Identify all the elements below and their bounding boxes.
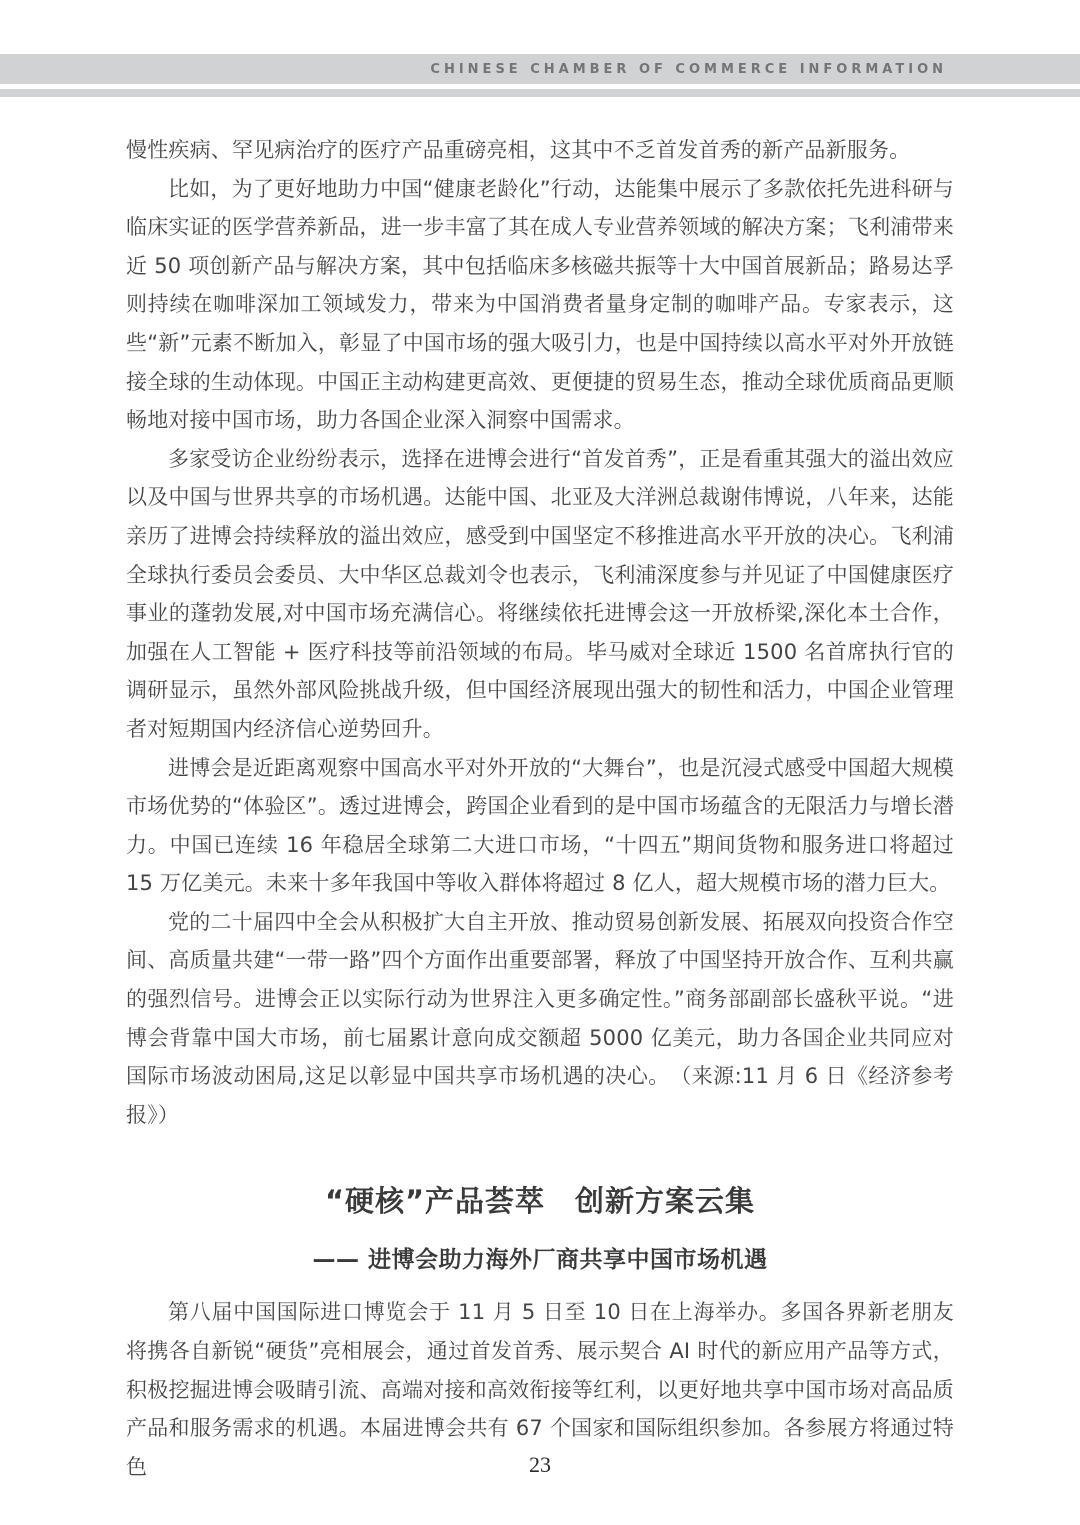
- body-paragraph-with-source: 党的二十届四中全会从积极扩大自主开放、推动贸易创新发展、拓展双向投资合作空间、高质量共建“一带一路”四个方面作出重要部署，释放了中国坚持开放合作、互利共赢的强烈信号。进博会正以实际行动为世界注入更多确定性。”商务部副部长盛秋平说。“进博会背靠中国大市场，前七届累计意向成交额超 5000 亿美元，助力各国企业共同应对国际市场波动困局,这足以彰显中国共享市场机遇的决心。 （来源:11 月 6 日《经济参考报》）: [126, 909, 954, 1127]
- body-paragraph-continued: 慢性疾病、罕见病治疗的医疗产品重磅亮相，这其中不乏首发首秀的新产品新服务。: [126, 138, 911, 162]
- body-paragraph: 第八届中国国际进口博览会于 11 月 5 日至 10 日在上海举办。多国各界新老朋友将携各自新锐“硬货”亮相展会，通过首发首秀、展示契合 AI 时代的新应用产品等方式，积极挖掘进博会吸睛引流、高端对接和高效衔接等红利，以更好地共享中国市场对高品质产品和服务需求的机遇。本届进博会共有 67 个国家和国际组织参加。各参展方将通过特色: [126, 1300, 954, 1479]
- article-title: “硬核”产品荟萃 创新方案云集: [324, 1184, 756, 1219]
- body-paragraph: 比如，为了更好地助力中国“健康老龄化”行动，达能集中展示了多款依托先进科研与临床实证的医学营养新品，进一步丰富了其在成人专业营养领域的解决方案；飞利浦带来近 50 项创新产品与解决方案，其中包括临床多核磁共振等十大中国首展新品；路易达孚则持续在咖啡深加工领域发力，带来为中国消费者量身定制的咖啡产品。专家表示，这些“新”元素不断加入，彰显了中国市场的强大吸引力，也是中国持续以高水平对外开放链接全球的生动体现。中国正主动构建更高效、更便捷的贸易生态，推动全球优质商品更顺畅地对接中国市场，助力各国企业深入洞察中国需求。: [126, 176, 954, 433]
- page-body: [126, 131, 954, 1486]
- header-rule: [0, 89, 1080, 97]
- header-banner-text: CHINESE CHAMBER OF COMMERCE INFORMATION: [430, 61, 947, 77]
- header-banner: [0, 54, 1080, 84]
- body-paragraph: 进博会是近距离观察中国高水平对外开放的“大舞台”，也是沉浸式感受中国超大规模市场优势的“体验区”。透过进博会，跨国企业看到的是中国市场蕴含的无限活力与增长潜力。中国已连续 16 年稳居全球第二大进口市场，“十四五”期间货物和服务进口将超过 15 万亿美元。未来十多年我国中等收入群体将超过 8 亿人，超大规模市场的潜力巨大。: [126, 755, 954, 896]
- page-number: 23: [529, 1452, 551, 1477]
- body-paragraph: 多家受访企业纷纷表示，选择在进博会进行“首发首秀”，正是看重其强大的溢出效应以及中国与世界共享的市场机遇。达能中国、北亚及大洋洲总裁谢伟博说，八年来，达能亲历了进博会持续释放的溢出效应，感受到中国坚定不移推进高水平开放的决心。飞利浦全球执行委员会委员、大中华区总裁刘令也表示，飞利浦深度参与并见证了中国健康医疗事业的蓬勃发展,对中国市场充满信心。将继续依托进博会这一开放桥梁,深化本土合作，加强在人工智能 + 医疗科技等前沿领域的布局。毕马威对全球近 1500 名首席执行官的调研显示，虽然外部风险挑战升级，但中国经济展现出强大的韧性和活力，中国企业管理者对短期国内经济信心逆势回升。: [126, 446, 954, 741]
- article-subtitle: —— 进博会助力海外厂商共享中国市场机遇: [312, 1247, 768, 1274]
